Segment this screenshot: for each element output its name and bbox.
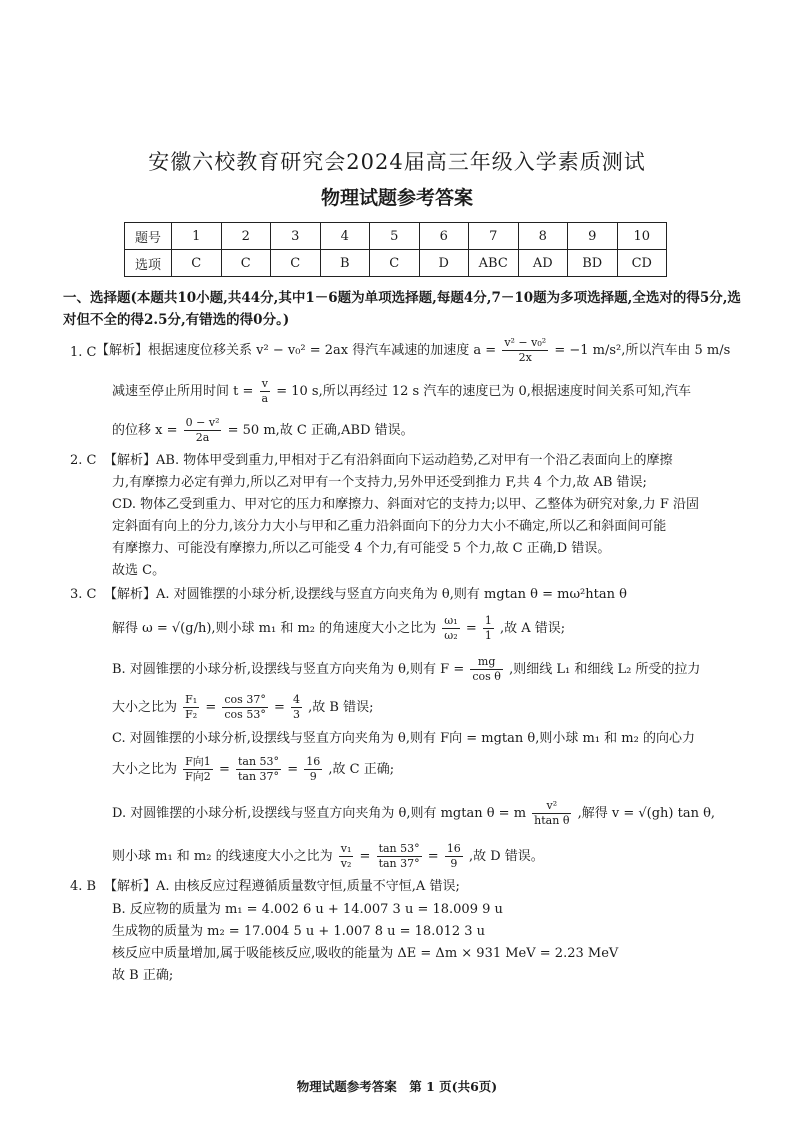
q3-line-a1: 【解析】A. 对圆锥摆的小球分析,设摆线与竖直方向夹角为 θ,则有 mgtan θ = mω²htan θ [104, 587, 627, 602]
denominator: ω₂ [444, 629, 458, 642]
text-span: 大小之比为 [112, 762, 178, 777]
question-number-cell: 4 [320, 223, 370, 250]
text-span: ,故 A 错误; [500, 621, 566, 636]
q2-line: CD. 物体乙受到重力、甲对它的压力和摩擦力、斜面对它的支持力;以甲、乙整体为研究对象,力 F 沿固 [112, 497, 699, 512]
denominator: 9 [450, 857, 458, 870]
text-span: = [427, 849, 439, 864]
q4-line: B. 反应物的质量为 m₁ = 4.002 6 u + 14.007 3 u = 18.009 9 u [112, 902, 503, 917]
denominator: F向2 [185, 770, 211, 783]
numerator: 4 [293, 693, 300, 706]
denominator: a [261, 392, 269, 405]
answer-cell: C [271, 250, 321, 277]
table-row-label: 选项 [125, 250, 172, 277]
text-span: 【解析】根据速度位移关系 v² − v₀² = 2ax 得汽车减速的加速度 a = [96, 343, 497, 358]
denominator: 1 [484, 629, 492, 642]
fraction [183, 755, 213, 784]
q2-line: 【解析】AB. 物体甲受到重力,甲相对于乙有沿斜面向下运动趋势,乙对甲有一个沿乙表面向上的摩擦 [104, 453, 673, 468]
q4-line: 【解析】A. 由核反应过程遵循质量数守恒,质量不守恒,A 错误; [104, 879, 460, 894]
question-4-number: 4. B [70, 879, 97, 894]
q3-line-b2 [112, 693, 373, 722]
numerator: v² [532, 799, 571, 814]
fraction [442, 614, 459, 643]
fraction [183, 693, 199, 722]
text-span: = [359, 849, 371, 864]
section-heading: 一、选择题(本题共10小题,共44分,其中1－6题为单项选择题,每题4分,7－10题为多项选择题,全选对的得5分,选对但不全的得2.5分,有错选的得0分。) [63, 290, 741, 328]
fraction [502, 336, 548, 365]
text-span: ,解得 v = √(gh) tan θ, [577, 806, 716, 821]
text-span: 减速至停止所用时间 t = [112, 384, 254, 399]
fraction [339, 842, 354, 871]
fraction [260, 377, 271, 406]
text-span: = −1 m/s²,所以汽车由 5 m/s [554, 343, 731, 358]
fraction [483, 614, 494, 643]
text-span: ,则细线 L₁ 和细线 L₂ 所受的拉力 [509, 662, 701, 677]
q1-line-2 [112, 377, 691, 406]
q3-line-a2 [112, 614, 565, 643]
question-number-cell: 7 [469, 223, 519, 250]
denominator: 2x [518, 351, 532, 364]
text-span: = [205, 700, 217, 715]
text-span: 则小球 m₁ 和 m₂ 的线速度大小之比为 [112, 849, 333, 864]
question-number-cell: 1 [172, 223, 222, 250]
text-span: = 10 s,所以再经过 12 s 汽车的速度已为 0,根据速度时间关系可知,汽车 [276, 384, 692, 399]
numerator: 1 [484, 614, 492, 627]
answer-cell: B [320, 250, 370, 277]
denominator: cos θ [472, 670, 501, 683]
denominator: tan 37° [378, 857, 420, 870]
question-number-cell: 5 [370, 223, 420, 250]
fraction [445, 842, 463, 871]
denominator: F₂ [185, 708, 198, 721]
question-3-number: 3. C [70, 587, 97, 602]
denominator: htan θ [534, 814, 570, 827]
answer-cell: C [221, 250, 271, 277]
question-number-cell: 10 [617, 223, 667, 250]
text-span: 的位移 x = [112, 423, 178, 438]
q3-line-d2 [112, 842, 544, 871]
text-span: 大小之比为 [112, 700, 178, 715]
fraction [304, 755, 322, 784]
numerator: mg [470, 655, 503, 670]
text-span: ,故 B 错误; [308, 700, 374, 715]
text-span: ,故 D 错误。 [468, 849, 544, 864]
denominator: cos 53° [224, 708, 266, 721]
q2-line: 故选 C。 [112, 563, 166, 578]
question-number-cell: 9 [568, 223, 618, 250]
question-2-number: 2. C [70, 453, 97, 468]
answer-cell: BD [568, 250, 618, 277]
q1-line-1 [96, 336, 730, 365]
text-span: = [273, 700, 285, 715]
text-span: B. 对圆锥摆的小球分析,设摆线与竖直方向夹角为 θ,则有 F = [112, 662, 465, 677]
text-span: = [465, 621, 477, 636]
page-footer: 物理试题参考答案 第 1 页(共6页) [296, 1079, 498, 1094]
question-number-cell: 6 [419, 223, 469, 250]
fraction [236, 755, 281, 784]
numerator: v [260, 377, 271, 392]
numerator: 16 [446, 842, 461, 855]
text-span: D. 对圆锥摆的小球分析,设摆线与竖直方向夹角为 θ,则有 mgtan θ = m [112, 806, 527, 821]
fraction [184, 416, 222, 445]
question-1-number: 1. C [70, 345, 97, 360]
answer-cell: CD [617, 250, 667, 277]
question-number-cell: 3 [271, 223, 321, 250]
numerator: tan 53° [237, 755, 280, 768]
q3-line-b1 [112, 655, 700, 684]
fraction [222, 693, 267, 722]
q2-line: 力,有摩擦力必定有弹力,所以乙对甲有一个支持力,另外甲还受到推力 F,共 4 个力,故 AB 错误; [112, 475, 647, 490]
numerator: tan 53° [378, 842, 420, 855]
answer-cell: AD [518, 250, 568, 277]
table-row [125, 250, 667, 277]
numerator: v₁ [340, 842, 352, 855]
page-subtitle: 物理试题参考答案 [320, 187, 473, 209]
page-title: 安徽六校教育研究会2024届高三年级入学素质测试 [148, 150, 646, 174]
answer-table [124, 222, 667, 277]
denominator: 9 [309, 770, 317, 783]
answer-cell: C [370, 250, 420, 277]
answer-cell: ABC [469, 250, 519, 277]
denominator: v₂ [340, 857, 352, 870]
q3-line-c2 [112, 755, 394, 784]
text-span: = [218, 762, 230, 777]
denominator: 2a [195, 431, 210, 444]
denominator: tan 37° [237, 770, 280, 783]
fraction [470, 655, 503, 684]
q4-line: 故 B 正确; [112, 968, 174, 983]
answer-cell: C [172, 250, 222, 277]
table-row-label: 题号 [125, 223, 172, 250]
numerator: F₁ [185, 693, 198, 706]
question-number-cell: 8 [518, 223, 568, 250]
numerator: 0 − v² [185, 416, 220, 429]
text-span: = [287, 762, 299, 777]
numerator: v² − v₀² [504, 336, 547, 349]
numerator: 16 [306, 755, 321, 768]
q3-line-c1: C. 对圆锥摆的小球分析,设摆线与竖直方向夹角为 θ,则有 F向 = mgtan θ,则小球 m₁ 和 m₂ 的向心力 [112, 731, 695, 746]
numerator: ω₁ [444, 614, 458, 627]
q4-line: 生成物的质量为 m₂ = 17.004 5 u + 1.007 8 u = 18.012 3 u [112, 924, 486, 939]
text-span: = 50 m,故 C 正确,ABD 错误。 [227, 423, 414, 438]
numerator: F向1 [185, 755, 211, 768]
q2-line: 定斜面有向上的分力,该分力大小与甲和乙重力沿斜面向下的分力大小不确定,所以乙和斜面间可能 [112, 519, 667, 534]
table-row [125, 223, 667, 250]
text-span: 解得 ω = √(g/h),则小球 m₁ 和 m₂ 的角速度大小之比为 [112, 621, 437, 636]
q1-line-3 [112, 416, 414, 445]
fraction [377, 842, 422, 871]
text-span: ,故 C 正确; [328, 762, 395, 777]
answer-cell: D [419, 250, 469, 277]
fraction [291, 693, 302, 722]
q4-line: 核反应中质量增加,属于吸能核反应,吸收的能量为 ΔE = Δm × 931 MeV = 2.23 MeV [112, 946, 619, 961]
q2-line: 有摩擦力、可能没有摩擦力,所以乙可能受 4 个力,有可能受 5 个力,故 C 正确,D 错误。 [112, 541, 611, 556]
fraction [532, 799, 571, 828]
q3-line-d1 [112, 799, 715, 828]
numerator: cos 37° [224, 693, 266, 706]
question-number-cell: 2 [221, 223, 271, 250]
denominator: 3 [293, 708, 300, 721]
